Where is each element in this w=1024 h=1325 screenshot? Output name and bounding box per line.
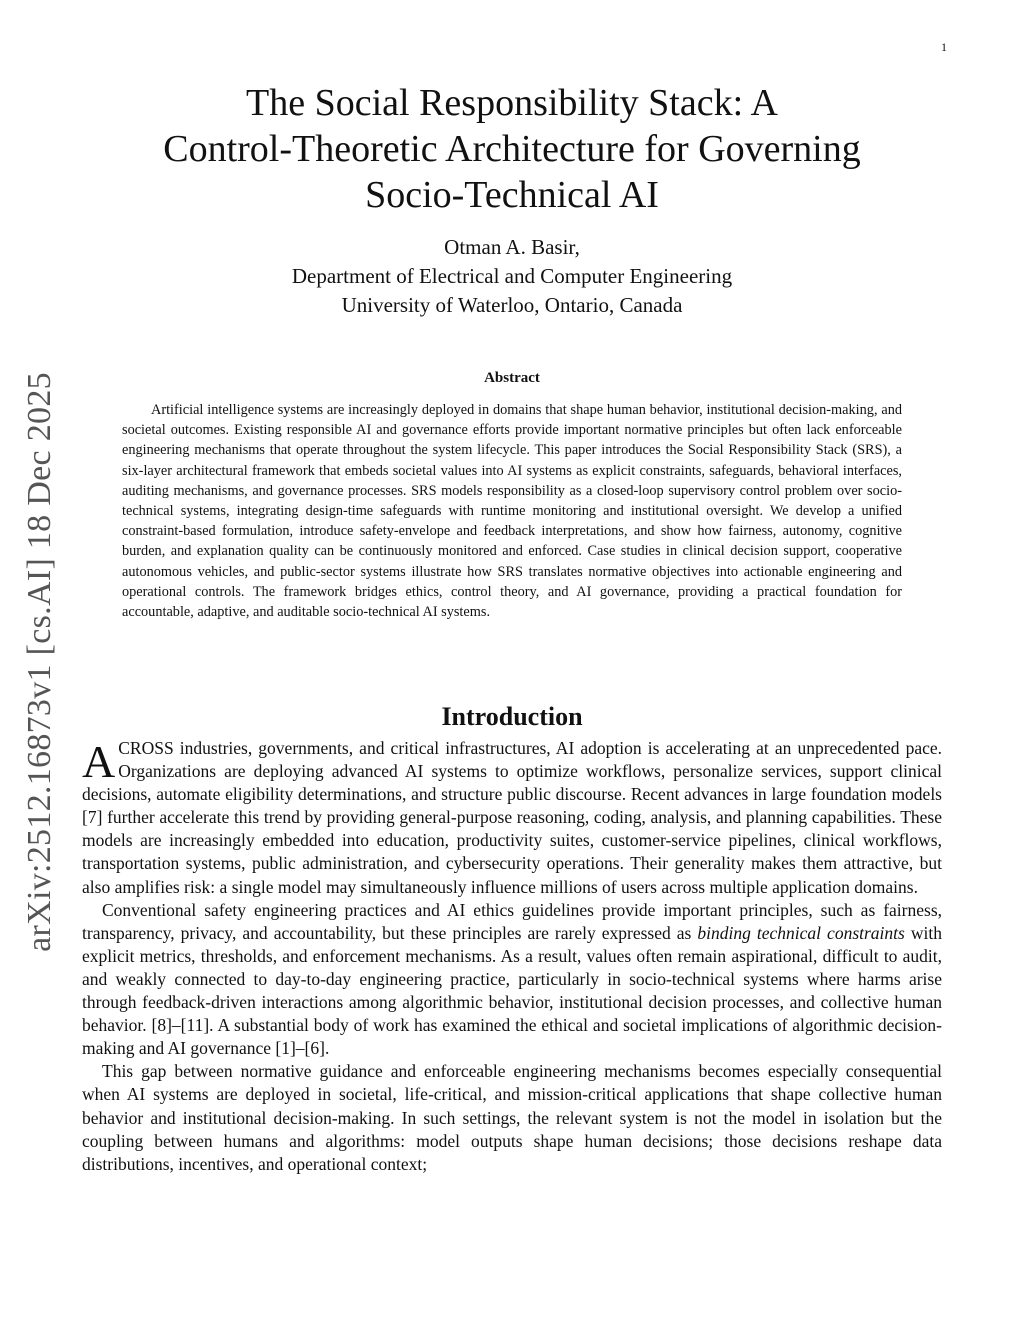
paragraph-text: Conventional safety engineering practices and AI ethics guidelines provide important principles, such as fairness, transparency, privacy, and accountability, but these principles are rarely expressed as [82,899,942,943]
abstract-body: Artificial intelligence systems are increasingly deployed in domains that shape human behavior, institutional decision-making, and societal outcomes. Existing responsible AI and governance efforts provide important normative principles but often lack enforceable engineering mechanisms that operate throughout the system lifecycle. This paper introduces the Social Responsibility Stack (SRS), a six-layer architectural framework that embeds societal values into AI systems as explicit constraints, safeguards, behavioral interfaces, auditing mechanisms, and governance processes. SRS models responsibility as a closed-loop supervisory control problem over socio-technical systems, integrating design-time safeguards with runtime monitoring and institutional oversight. We develop a unified constraint-based formulation, introduce safety-envelope and feedback interpretations, and show how fairness, autonomy, cognitive burden, and explanation quality can be continuously monitored and enforced. Case studies in clinical decision support, cooperative autonomous vehicles, and public-sector systems illustrate how SRS translates normative objectives into actionable engineering and operational controls. The framework bridges ethics, control theory, and AI governance, providing a practical foundation for accountable, adaptive, and auditable socio-technical AI systems. [122,402,902,621]
paper-title [100,80,924,218]
section-heading-introduction: Introduction [441,702,583,731]
drop-cap: A [82,736,116,787]
arxiv-side-stamp: arXiv:2512.16873v1 [cs.AI] 18 Dec 2025 [21,372,58,952]
abstract-heading: Abstract [484,370,540,386]
paragraph-text: with explicit metrics, thresholds, and enforcement mechanisms. As a result, values often remain aspirational, difficult to audit, and weakly connected to day-to-day engineering practice, particularly in socio-technical systems where harms arise through feedback-driven interactions among algorithmic behavior, institutional decision processes, and collective human behavior. [8]–[11]. A substantial body of work has examined the ethical and societal implications of algorithmic decision-making and AI governance [1]–[6]. [82,922,943,1059]
author-institution: University of Waterloo, Ontario, Canada [341,293,683,317]
title-line: Socio-Technical AI [365,174,659,216]
author-block [100,233,924,320]
page-number: 1 [941,40,947,54]
emphasized-text: binding technical constraints [697,922,905,943]
paragraph-text: CROSS industries, governments, and critical infrastructures, AI adoption is accelerating at an unprecedented pace. Organizations are deploying advanced AI systems to optimize workflows, personalize services, support clinical decisions, automate eligibility determinations, and structure public discourse. Recent advances in large foundation models [7] further accelerate this trend by providing general-purpose reasoning, coding, analysis, and planning capabilities. These models are increasingly embedded into education, productivity suites, customer-service pipelines, clinical workflows, transportation systems, public administration, and cybersecurity operations. Their generality makes them attractive, but also amplifies risk: a single model may simultaneously influence millions of users across multiple application domains. [82,738,942,897]
title-line: The Social Responsibility Stack: A [246,82,778,124]
paragraph: This gap between normative guidance and enforceable engineering mechanisms becomes especially consequential when AI systems are deployed in societal, life-critical, and mission-critical applications that shape collective human behavior and institutional decision-making. In such settings, the relevant system is not the model in isolation but the coupling between humans and algorithms: model outputs shape human decisions; those decisions reshape data distributions, incentives, and operational context; [82,1061,942,1174]
introduction-body [82,737,942,1176]
title-line: Control-Theoretic Architecture for Governing [163,128,861,170]
author-name: Otman A. Basir, [444,235,580,259]
author-department: Department of Electrical and Computer Engineering [291,264,733,288]
paragraph [82,899,942,1061]
paragraph [82,737,942,899]
